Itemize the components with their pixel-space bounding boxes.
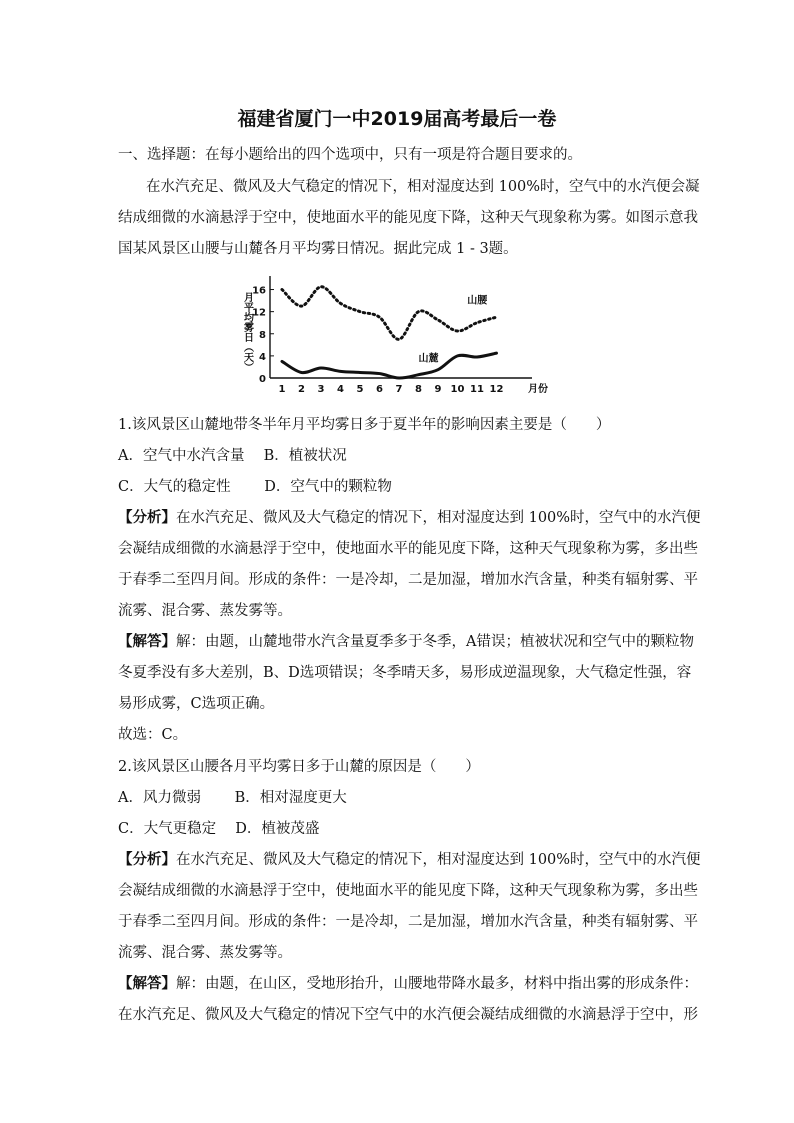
x-tick-label: 9: [434, 384, 442, 395]
analysis-text: 在水汽充足、微风及大气稳定的情况下，相对湿度达到 100%时，空气中的水汽便: [176, 510, 701, 526]
q2-analysis-line: 会凝结成细微的水滴悬浮于空中，使地面水平的能见度下降，这种天气现象称为雾，多出些: [118, 883, 698, 899]
x-tick-label: 4: [337, 384, 344, 395]
x-tick-label: 5: [356, 384, 364, 395]
q1-answer-line: [118, 632, 694, 652]
q1-analysis-line: 流雾、混合雾、蒸发雾等。: [118, 603, 292, 619]
intro-line: 国某风景区山腰与山麓各月平均雾日情况。据此完成 1 - 3题。: [118, 241, 518, 257]
q1-options-cd: C．大气的稳定性 D．空气中的颗粒物: [118, 479, 392, 495]
analysis-text: 在水汽充足、微风及大气稳定的情况下，相对湿度达到 100%时，空气中的水汽便: [176, 852, 701, 868]
y-tick-label: 16: [252, 285, 266, 297]
q2-options-cd: C．大气更稳定 D．植被茂盛: [118, 821, 320, 837]
q1-options-ab: A．空气中水汽含量 B．植被状况: [118, 448, 347, 464]
q2-analysis-line: 流雾、混合雾、蒸发雾等。: [118, 945, 292, 961]
y-tick-label: 4: [259, 351, 266, 363]
q2-options-ab: A．风力微弱 B．相对湿度更大: [118, 790, 347, 806]
q2-answer-line: [118, 974, 698, 994]
y-tick-label: 0: [259, 374, 266, 385]
analysis-tag: 【分析】: [118, 509, 176, 526]
series-line-shanlu: [282, 353, 497, 378]
y-tick-label: 8: [259, 329, 266, 341]
q1-stem: 1.该风景区山麓地带冬半年月平均雾日多于夏半年的影响因素主要是（ ）: [118, 417, 611, 433]
intro-line: 结成细微的水滴悬浮于空中，使地面水平的能见度下降，这种天气现象称为雾。如图示意我: [118, 210, 698, 226]
series-line-shanyao: [282, 287, 497, 340]
q1-answer-line: 冬夏季没有多大差别，B、D选项错误；冬季晴天多，易形成逆温现象，大气稳定性强，容: [118, 665, 692, 681]
q1-choice: 故选：C。: [118, 727, 188, 743]
series-label: 山腰: [467, 295, 488, 307]
q1-answer-line: 易形成雾，C选项正确。: [118, 696, 275, 712]
series-label: 山麓: [418, 353, 439, 365]
fog-days-chart: [228, 272, 558, 400]
x-axis-label: 月份: [528, 384, 548, 395]
x-tick-label: 8: [415, 384, 422, 395]
answer-tag: 【解答】: [118, 633, 176, 650]
x-tick-label: 10: [450, 384, 465, 395]
q2-answer-line: 在水汽充足、微风及大气稳定的情况下空气中的水汽便会凝结成细微的水滴悬浮于空中，形: [118, 1007, 698, 1023]
x-tick-label: 7: [395, 384, 403, 395]
y-axis-label: 月平均雾日（天）: [241, 292, 253, 372]
answer-text: 解：由题，在山区，受地形抬升，山腰地带降水最多，材料中指出雾的形成条件：: [176, 976, 698, 992]
x-tick-label: 12: [489, 384, 504, 395]
q2-stem: 2.该风景区山腰各月平均雾日多于山麓的原因是（ ）: [118, 759, 480, 775]
q1-analysis-line: [118, 508, 701, 528]
q2-analysis-line: [118, 850, 701, 870]
y-tick-label: 12: [252, 307, 266, 319]
x-tick-label: 2: [298, 384, 305, 395]
intro-line: 在水汽充足、微风及大气稳定的情况下，相对湿度达到 100%时，空气中的水汽便会凝: [146, 179, 700, 195]
analysis-tag: 【分析】: [118, 851, 176, 868]
answer-text: 解：由题，山麓地带水汽含量夏季多于冬季，A错误；植被状况和空气中的颗粒物: [176, 634, 694, 650]
q2-analysis-line: 于春季二至四月间。形成的条件：一是冷却，二是加湿，增加水汽含量，种类有辐射雾、平: [118, 914, 698, 930]
q1-analysis-line: 于春季二至四月间。形成的条件：一是冷却，二是加湿，增加水汽含量，种类有辐射雾、平: [118, 572, 698, 588]
x-tick-label: 3: [317, 384, 325, 395]
q1-analysis-line: 会凝结成细微的水滴悬浮于空中，使地面水平的能见度下降，这种天气现象称为雾，多出些: [118, 541, 698, 557]
section-heading: 一、选择题：在每小题给出的四个选项中，只有一项是符合题目要求的。: [118, 147, 582, 163]
answer-tag: 【解答】: [118, 975, 176, 992]
x-tick-label: 11: [470, 384, 484, 395]
chart-series: [282, 287, 497, 378]
page-title: 福建省厦门一中2019届高考最后一卷: [237, 108, 557, 130]
x-tick-label: 1: [278, 384, 286, 395]
x-tick-label: 6: [376, 384, 383, 395]
